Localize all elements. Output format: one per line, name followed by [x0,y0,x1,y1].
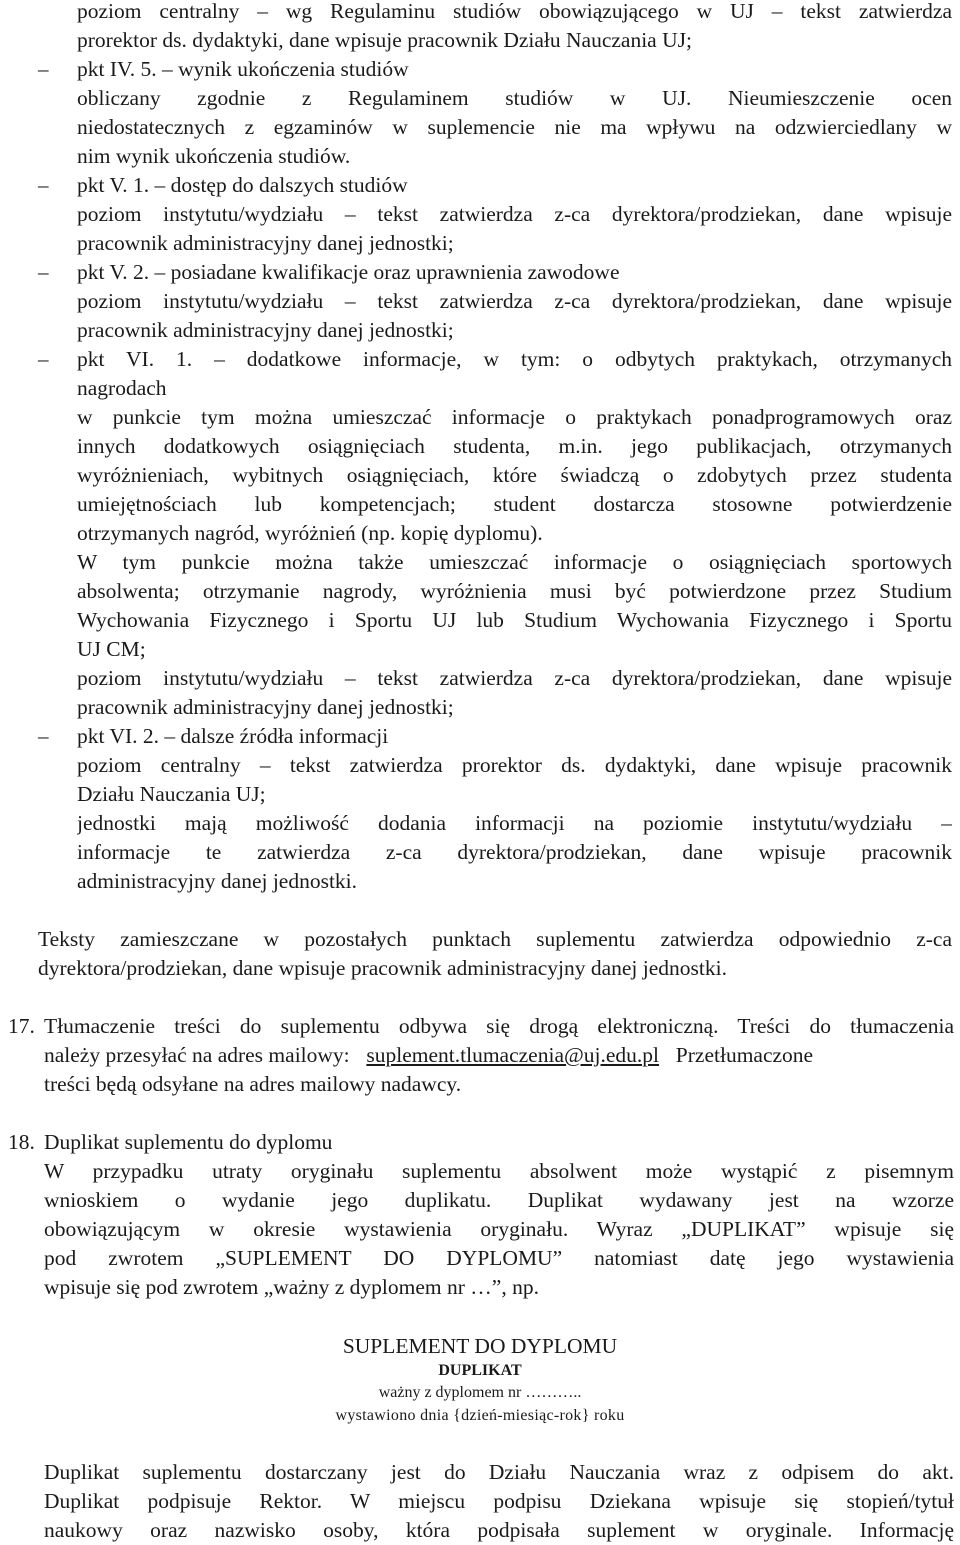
text-line: W tym punkcie można także umieszczać informacje o osiągnięciach sportowych [77,550,952,574]
text-span: Przetłumaczone [675,1043,814,1067]
text-line: prorektor ds. dydaktyki, dane wpisuje pracownik Działu Nauczania UJ; [77,28,692,52]
paragraph-line: treści będą odsyłane na adres mailowy nadawcy. [44,1072,462,1096]
list-bullet: – [38,57,49,81]
text-line: UJ CM; [77,637,146,661]
list-item-heading: pkt V. 2. – posiadane kwalifikacje oraz uprawnienia zawodowe [77,260,620,284]
text-line: nim wynik ukończenia studiów. [77,144,351,168]
paragraph-line: pod zwrotem „SUPLEMENT DO DYPLOMU” natomiast datę jego wystawienia [44,1246,954,1270]
list-bullet: – [38,260,49,284]
text-line: poziom instytutu/wydziału – tekst zatwierdza z-ca dyrektora/prodziekan, dane wpisuje [77,666,952,690]
list-item-heading: pkt VI. 1. – dodatkowe informacje, w tym: o odbytych praktykach, otrzymanych [77,347,952,371]
paragraph-line: Duplikat suplementu dostarczany jest do Działu Nauczania wraz z odpisem do akt. [44,1460,954,1484]
paragraph-line: Teksty zamieszczane w pozostałych punktach suplementu zatwierdza odpowiednio z-ca [38,927,952,951]
paragraph-line: dyrektora/prodziekan, dane wpisuje pracownik administracyjny danej jednostki. [38,956,727,980]
text-line: wyróżnieniach, wybitnych osiągnięciach, które świadczą o zdobytych przez studenta [77,463,952,487]
paragraph-line: W przypadku utraty oryginału suplementu absolwent może wystąpić z pisemnym [44,1159,954,1183]
text-line: poziom centralny – wg Regulaminu studiów obowiązującego w UJ – tekst zatwierdza [77,0,952,23]
text-line: nagrodach [77,376,167,400]
paragraph-line [44,1041,954,1070]
list-item-heading: pkt VI. 2. – dalsze źródła informacji [77,724,389,748]
list-item-heading: pkt V. 1. – dostęp do dalszych studiów [77,173,408,197]
paragraph-line: wpisuje się pod zwrotem „ważny z dyplomem nr …”, np. [44,1275,539,1299]
text-line: obliczany zgodnie z Regulaminem studiów w UJ. Nieumieszczenie ocen [77,86,952,110]
list-bullet: – [38,173,49,197]
text-line: pracownik administracyjny danej jednostki; [77,231,454,255]
text-line: w punkcie tym można umieszczać informacje o praktykach ponadprogramowych oraz [77,405,952,429]
paragraph-line: wnioskiem o wydanie jego duplikatu. Duplikat wydawany jest na wzorze [44,1188,954,1212]
section-number: 18. [8,1130,35,1154]
text-line: poziom instytutu/wydziału – tekst zatwierdza z-ca dyrektora/prodziekan, dane wpisuje [77,289,952,313]
example-duplicate-label: DUPLIKAT [438,1362,522,1379]
paragraph-line: obowiązującym w okresie wystawienia oryginału. Wyraz „DUPLIKAT” wpisuje się [44,1217,954,1241]
text-line: innych dodatkowych osiągnięciach studenta, m.in. jego publikacjach, otrzymanych [77,434,952,458]
text-line: poziom centralny – tekst zatwierdza prorektor ds. dydaktyki, dane wpisuje pracownik [77,753,952,777]
email-link[interactable]: suplement.tlumaczenia@uj.edu.pl [366,1043,660,1067]
text-line: administracyjny danej jednostki. [77,869,358,893]
text-line: pracownik administracyjny danej jednostki; [77,318,454,342]
text-line: Działu Nauczania UJ; [77,782,266,806]
paragraph-line: naukowy oraz nazwisko osoby, która podpisała suplement w oryginale. Informację [44,1518,954,1542]
section-heading: Duplikat suplementu do dyplomu [44,1130,333,1154]
text-line: niedostatecznych z egzaminów w suplemencie nie ma wpływu na odzwierciedlany w [77,115,952,139]
paragraph-line: Tłumaczenie treści do suplementu odbywa się drogą elektroniczną. Treści do tłumaczenia [44,1014,954,1038]
list-item-heading: pkt IV. 5. – wynik ukończenia studiów [77,57,409,81]
example-valid-line: ważny z dyplomem nr ……….. [378,1384,582,1401]
text-line: otrzymanych nagród, wyróżnień (np. kopię dyplomu). [77,521,543,545]
text-line: Wychowania Fizycznego i Sportu UJ lub Studium Wychowania Fizycznego i Sportu [77,608,952,632]
text-line: poziom instytutu/wydziału – tekst zatwierdza z-ca dyrektora/prodziekan, dane wpisuje [77,202,952,226]
text-line: pracownik administracyjny danej jednostki; [77,695,454,719]
text-span: należy przesyłać na adres mailowy: [44,1043,350,1067]
text-line: informacje te zatwierdza z-ca dyrektora/prodziekan, dane wpisuje pracownik [77,840,952,864]
text-line: umiejętnościach lub kompetencjach; student dostarcza stosowne potwierdzenie [77,492,952,516]
list-bullet: – [38,347,49,371]
text-line: absolwenta; otrzymanie nagrody, wyróżnienia musi być potwierdzone przez Studium [77,579,952,603]
text-line: jednostki mają możliwość dodania informacji na poziomie instytutu/wydziału – [77,811,952,835]
example-title: SUPLEMENT DO DYPLOMU [342,1334,618,1358]
example-issued-line: wystawiono dnia {dzień-miesiąc-rok} roku [335,1407,625,1424]
list-bullet: – [38,724,49,748]
paragraph-line: Duplikat podpisuje Rektor. W miejscu podpisu Dziekana wpisuje się stopień/tytuł [44,1489,954,1513]
section-number: 17. [8,1014,35,1038]
